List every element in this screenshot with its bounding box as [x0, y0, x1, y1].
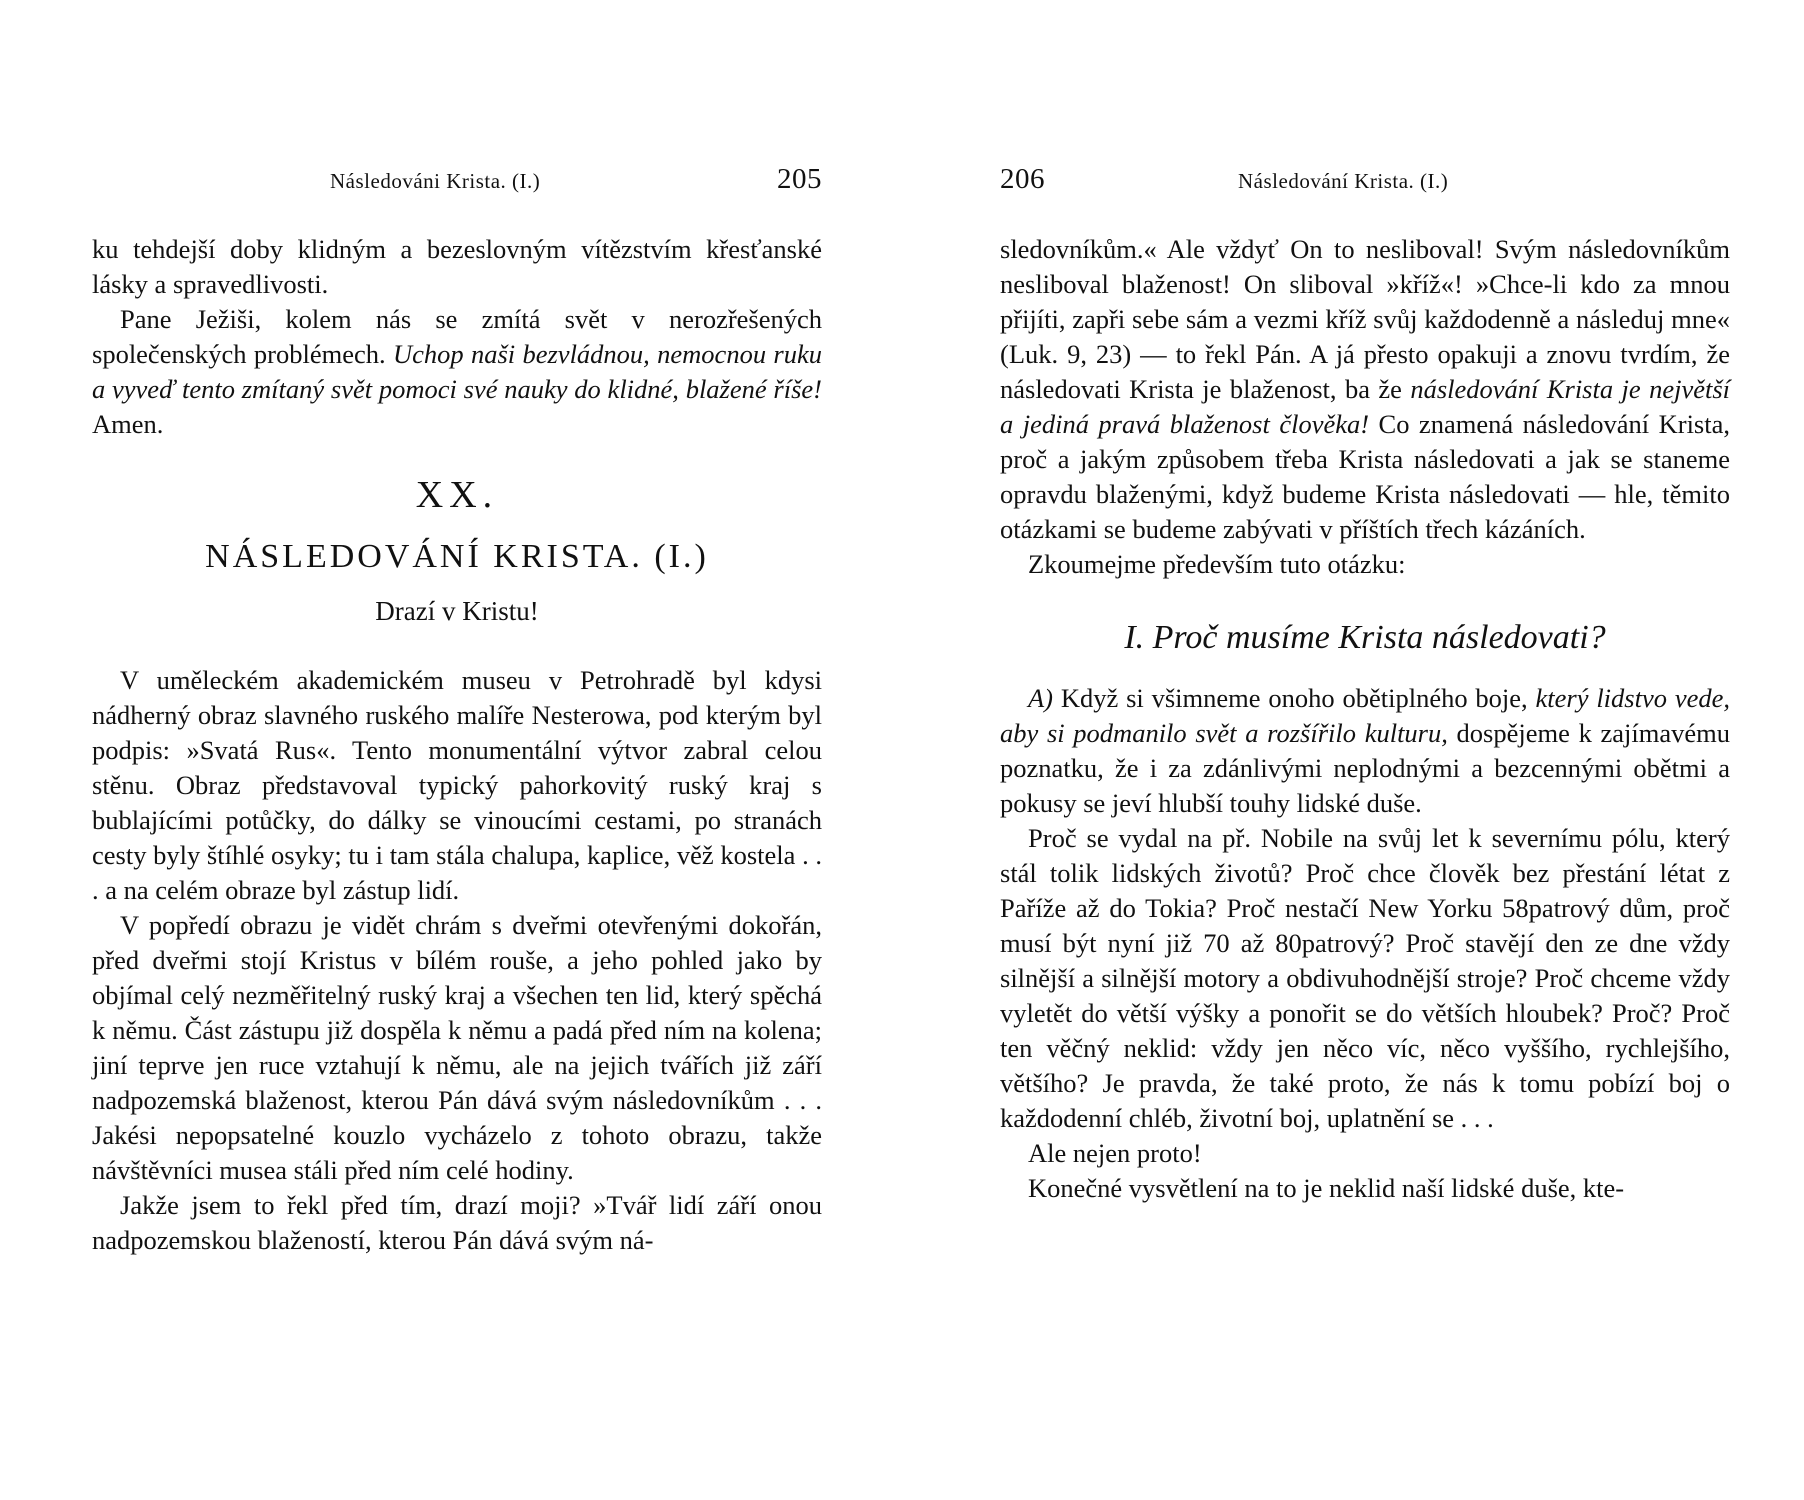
left-page-body — [92, 232, 822, 1258]
prayer-italic-text: Uchop naši bezvládnou, nemocnou ruku a vyveď tento zmítaný svět pomoci své nauky do klidné, blažené říše! — [92, 339, 822, 404]
section-heading: I. Proč musíme Krista následovati? — [1124, 619, 1606, 656]
paragraph-3: Jakže jsem to řekl před tím, drazí moji? »Tvář lidí září onou nadpozemskou blažeností, kterou Pán dává svým ná- — [92, 1190, 822, 1255]
chapter-title: NÁSLEDOVÁNÍ KRISTA. (I.) — [205, 538, 709, 575]
page-number: 205 — [777, 163, 822, 195]
prayer-amen: Amen. — [92, 409, 164, 439]
paragraph-questions: Proč se vydal na př. Nobile na svůj let k severnímu pólu, který stál tolik lidských životů? Proč chce člověk bez přestání létat z Paříže až do Tokia? Proč nestačí New Yorku 58patrový dům, proč musí být nyní již 70 až 80patrový? Proč stavějí den ze dne vždy silnější a silnější motory a obdivuhodnější stroje? Proč chceme vždy vyletět do větší výšky a ponořit se do větších hloubek? Proč? Proč ten věčný neklid: vždy jen něco víc, něco vyššího, rychlejšího, většího? Je pravda, že také proto, že nás k tomu pobízí boj o každodenní chléb, životní boj, uplatnění se . . . — [1000, 823, 1730, 1133]
right-running-head — [1000, 163, 1730, 203]
paragraph-final: Konečné vysvětlení na to je neklid naší lidské duše, kte- — [1028, 1173, 1625, 1203]
paragraph-text: dospějeme k zajímavému poznatku, že i za zdánlivými neplodnými a bezcennými obětmi a pokusy se jeví hlubší touhy lidské duše. — [1000, 718, 1730, 818]
paragraph-text: Co znamená následování Krista, proč a jakým způsobem třeba Krista následovati a jak se staneme opravdu blaženými, když budeme Krista následovati — hle, těmito otázkami se budeme zabývati v příštích třech kázáních. — [1000, 409, 1730, 544]
running-title: Následováni Krista. (I.) — [330, 169, 541, 193]
right-page — [1000, 0, 1730, 1500]
intro-paragraph: ku tehdejší doby klidným a bezeslovným vítězstvím křesťanské lásky a spravedlivosti. — [92, 234, 822, 299]
emphasis-text: následování Krista je největší a jediná pravá blaženost člověka! — [1000, 374, 1731, 439]
page-number: 206 — [1000, 163, 1045, 195]
emphasis-text: který lidstvo vede, aby si podmanilo svět a rozšířilo kulturu, — [1000, 683, 1730, 748]
paragraph-a — [1000, 681, 1730, 821]
chapter-number: XX. — [415, 474, 499, 516]
prayer-text: Pane Ježiši, kolem nás se zmítá svět v nerozřešených společenských problémech. — [92, 304, 822, 369]
paragraph-short: Ale nejen proto! — [1028, 1138, 1202, 1168]
question-intro: Zkoumejme především tuto otázku: — [1028, 549, 1406, 579]
left-running-head — [92, 163, 822, 203]
left-page — [92, 0, 822, 1500]
right-page-body — [1000, 232, 1730, 1206]
paragraph-text: Když si všimneme onoho obětiplného boje, — [1053, 683, 1536, 713]
salutation: Drazí v Kristu! — [375, 596, 539, 626]
section-marker: A) — [1028, 683, 1054, 713]
paragraph-text: sledovníkům.« Ale vždyť On to nesliboval! Svým následovníkům nesliboval blaženost! On sliboval »kříž«! »Chce-li kdo za mnou přijíti, zapři sebe sám a vezmi kříž svůj každodenně a následuj mne« (Luk. 9, 23) — to řekl Pán. A já přesto opakuji a znovu tvrdím, že následovati Krista je blaženost, ba že — [1000, 234, 1730, 404]
paragraph-1: V uměleckém akademickém museu v Petrohradě byl kdysi nádherný obraz slavného ruského malíře Nesterowa, pod kterým byl podpis: »Svatá Rus«. Tento monumentální výtvor zabral celou stěnu. Obraz představoval typický pahorkovitý ruský kraj s bublajícími potůčky, do dálky se vinoucími cestami, po stranách cesty byly štíhlé osyky; tu i tam stála chalupa, kaplice, věž kostela . . . a na celém obraze byl zástup lidí. — [92, 665, 822, 905]
paragraph-2: V popředí obrazu je vidět chrám s dveřmi otevřenými dokořán, před dveřmi stojí Kristus v bílém rouše, a jeho pohled jako by objímal celý nezměřitelný ruský kraj a všechen ten lid, který spěchá k němu. Část zástupu již dospěla k němu a padá před ním na kolena; jiní teprve jen ruce vztahují k němu, ale na jejich tvářích již září nadpozemská blaženost, kterou Pán dává svým následovníkům . . . Jakési nepopsatelné kouzlo vycházelo z tohoto obrazu, takže návštěvníci musea stáli před ním celé hodiny. — [92, 910, 822, 1185]
prayer-paragraph — [92, 302, 822, 442]
running-title: Následování Krista. (I.) — [1238, 169, 1449, 193]
continuation-paragraph — [1000, 232, 1730, 547]
